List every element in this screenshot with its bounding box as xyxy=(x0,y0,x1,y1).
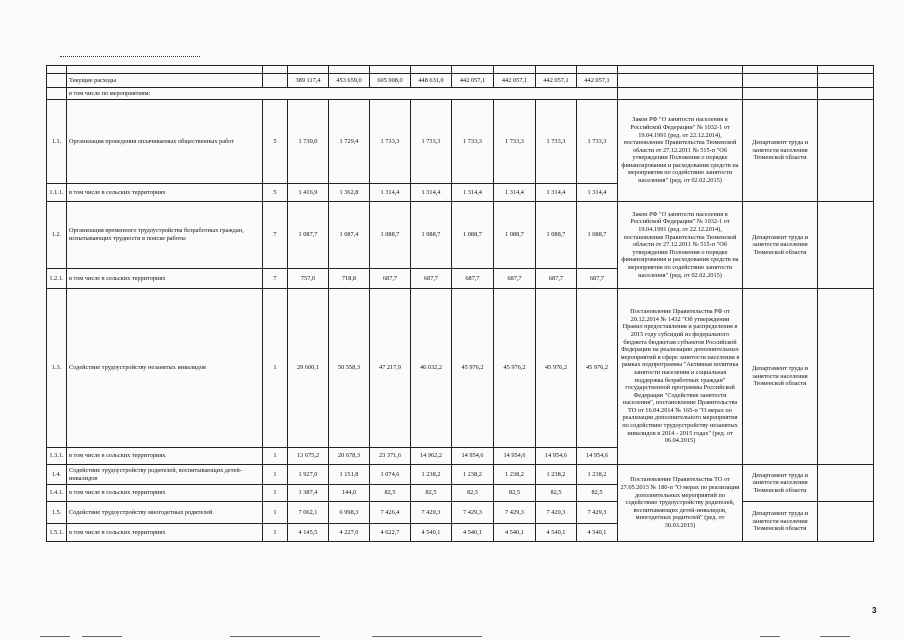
value-cell: 14 954,6 xyxy=(494,448,536,465)
responsible-department: Департамент труда и занятости населения Тюменской области xyxy=(743,202,818,289)
row-number: 1.3.1. xyxy=(47,448,67,465)
value-cell: 1 238,2 xyxy=(452,465,494,485)
empty-cell xyxy=(818,289,874,465)
row-number: 1.4.1. xyxy=(47,485,67,502)
value-cell: 14 954,6 xyxy=(536,448,577,465)
value-cell: 4 227,0 xyxy=(329,524,370,542)
indicator-code: 5 xyxy=(263,184,288,202)
budget-table xyxy=(46,65,874,542)
value-cell: 4 540,1 xyxy=(577,524,618,542)
value-cell: 718,8 xyxy=(329,269,370,289)
value-cell: 1 087,7 xyxy=(288,202,329,269)
row-number: 1.1.1. xyxy=(47,184,67,202)
value-cell: 14 954,6 xyxy=(577,448,618,465)
value-cell: 687,7 xyxy=(577,269,618,289)
value-cell: 389 117,4 xyxy=(288,74,329,88)
value-cell: 1 088,7 xyxy=(494,202,536,269)
value-cell: 1 362,8 xyxy=(329,184,370,202)
indicator-code: 1 xyxy=(263,485,288,502)
legal-basis: Закон РФ "О занятости населения в Российской Федерации" № 1032-1 от 19.04.1991 (ред. от 22.12.2014), постановление Правительства Тюменской области от 27.12.2011 № 515-п "Об утверждении Положения о порядке финансирования и расходования средств на мероприятия по содействию занятости населения" (ред. от 02.02.2015) xyxy=(618,202,743,289)
value-cell: 687,7 xyxy=(411,269,452,289)
row-number: 1.3. xyxy=(47,289,67,448)
row-name: в том числе по мероприятиям: xyxy=(67,88,618,100)
row-name: Организация проведения оплачиваемых общественных работ xyxy=(67,100,263,184)
table-row xyxy=(47,289,874,448)
responsible-department: Департамент труда и занятости населения Тюменской области xyxy=(743,100,818,202)
empty-cell xyxy=(818,74,874,88)
value-cell: 45 976,2 xyxy=(494,289,536,448)
value-cell: 82,5 xyxy=(577,485,618,502)
value-cell: 7 429,3 xyxy=(494,502,536,524)
row-number xyxy=(47,88,67,100)
value-cell: 45 976,2 xyxy=(452,289,494,448)
value-cell: 687,7 xyxy=(452,269,494,289)
row-number: 1.1. xyxy=(47,100,67,184)
empty-cell xyxy=(743,74,818,88)
value-cell: 4 145,5 xyxy=(288,524,329,542)
value-cell: 1 088,7 xyxy=(452,202,494,269)
value-cell: 1 387,4 xyxy=(288,485,329,502)
value-cell: 7 429,3 xyxy=(452,502,494,524)
value-cell: 82,5 xyxy=(411,485,452,502)
value-cell: 14 954,6 xyxy=(452,448,494,465)
value-cell: 442 057,1 xyxy=(452,74,494,88)
row-name: в том числе в сельских территориях xyxy=(67,524,263,542)
value-cell: 442 057,1 xyxy=(577,74,618,88)
value-cell: 1 314,4 xyxy=(370,184,411,202)
legal-basis: Постановление Правительства ТО от 27.05.2013 № 180-п "О мерах по реализации дополнительных мероприятий по содействию трудоустройству родителей, воспитывающих детей-инвалидов, многодетных родителей" (ред. от 30.03.2015) xyxy=(618,465,743,542)
value-cell: 4 622,7 xyxy=(370,524,411,542)
value-cell: 29 600,1 xyxy=(288,289,329,448)
value-cell: 13 675,2 xyxy=(288,448,329,465)
indicator-code xyxy=(263,74,288,88)
value-cell: 1 238,2 xyxy=(536,465,577,485)
value-cell: 1 088,7 xyxy=(370,202,411,269)
row-name: Содействие трудоустройству родителей, воспитывающих детей-инвалидов xyxy=(67,465,263,485)
scan-edge-marks xyxy=(0,634,905,640)
row-number xyxy=(47,74,67,88)
dotted-rule xyxy=(60,56,200,57)
value-cell: 1 088,7 xyxy=(536,202,577,269)
value-cell: 1 074,6 xyxy=(370,465,411,485)
value-cell: 687,7 xyxy=(494,269,536,289)
value-cell: 442 057,1 xyxy=(494,74,536,88)
empty-cell xyxy=(618,74,743,88)
value-cell: 4 540,1 xyxy=(494,524,536,542)
value-cell: 448 631,0 xyxy=(411,74,452,88)
row-name: в том числе в сельских территориях xyxy=(67,184,263,202)
responsible-department: Департамент труда и занятости населения Тюменской области xyxy=(743,502,818,542)
value-cell: 7 429,3 xyxy=(536,502,577,524)
value-cell: 7 062,1 xyxy=(288,502,329,524)
indicator-code: 5 xyxy=(263,100,288,184)
value-cell: 1 416,9 xyxy=(288,184,329,202)
value-cell: 442 057,1 xyxy=(536,74,577,88)
value-cell: 1 238,2 xyxy=(577,465,618,485)
value-cell: 23 371,6 xyxy=(370,448,411,465)
row-number: 1.2.1. xyxy=(47,269,67,289)
row-number: 1.2. xyxy=(47,202,67,269)
value-cell: 605 908,0 xyxy=(370,74,411,88)
page-number: 3 xyxy=(872,606,877,615)
value-cell: 1 238,2 xyxy=(411,465,452,485)
value-cell: 82,5 xyxy=(452,485,494,502)
responsible-department: Департамент труда и занятости населения Тюменской области xyxy=(743,465,818,502)
value-cell: 1 729,4 xyxy=(329,100,370,184)
row-name: в том числе в сельских территориях xyxy=(67,448,263,465)
row-name: Организация временного трудоустройства безработных граждан, испытывающих трудности в поиске работы xyxy=(67,202,263,269)
empty-cell xyxy=(818,88,874,100)
value-cell: 687,7 xyxy=(370,269,411,289)
value-cell: 1 733,3 xyxy=(536,100,577,184)
table-row xyxy=(47,465,874,485)
table-row xyxy=(47,88,874,100)
legal-basis: Постановление Правительства РФ от 20.12.2014 № 1432 "Об утверждении Правил предоставления и распределения в 2015 году субсидий из федерального бюджета бюджетам субъектов Российской Федерации на реализацию дополнительных мероприятий в сфере занятости населения в рамках подпрограммы "Активная политика занятости населения и социальная поддержка безработных граждан" государственной программы Российской Федерации "Содействие занятости населения", постановление Правительства ТО от 16.04.2014 № 165-п "О мерах по реализации дополнительного мероприятия по содействию трудоустройству незанятых инвалидов в 2014 - 2015 годах" (ред. от 06.04.2015) xyxy=(618,289,743,465)
value-cell: 1 314,4 xyxy=(494,184,536,202)
value-cell: 7 429,3 xyxy=(411,502,452,524)
value-cell: 1 314,4 xyxy=(577,184,618,202)
indicator-code: 1 xyxy=(263,502,288,524)
legal-basis: Закон РФ "О занятости населения в Российской Федерации" № 1032-1 от 19.04.1991 (ред. от 22.12.2014), постановление Правительства Тюменской области от 27.12.2011 № 515-п "Об утверждении Положения о порядке финансирования и расходования средств на мероприятия по содействию занятости населения" (ред. от 02.02.2015) xyxy=(618,100,743,202)
value-cell: 1 314,4 xyxy=(411,184,452,202)
value-cell: 1 733,3 xyxy=(452,100,494,184)
value-cell: 14 962,2 xyxy=(411,448,452,465)
value-cell: 1 730,0 xyxy=(288,100,329,184)
indicator-code: 1 xyxy=(263,524,288,542)
value-cell: 7 426,4 xyxy=(370,502,411,524)
value-cell: 82,5 xyxy=(370,485,411,502)
responsible-department: Департамент труда и занятости населения Тюменской области xyxy=(743,289,818,465)
value-cell: 1 088,7 xyxy=(577,202,618,269)
value-cell: 4 540,1 xyxy=(452,524,494,542)
empty-cell xyxy=(818,100,874,202)
value-cell: 45 976,2 xyxy=(577,289,618,448)
value-cell: 20 678,3 xyxy=(329,448,370,465)
indicator-code: 7 xyxy=(263,202,288,269)
row-number: 1.5.1. xyxy=(47,524,67,542)
table-row xyxy=(47,74,874,88)
value-cell: 1 314,4 xyxy=(536,184,577,202)
indicator-code: 1 xyxy=(263,289,288,448)
value-cell: 1 151,8 xyxy=(329,465,370,485)
value-cell: 50 558,3 xyxy=(329,289,370,448)
value-cell: 1 087,4 xyxy=(329,202,370,269)
row-number: 1.4. xyxy=(47,465,67,485)
value-cell: 4 540,1 xyxy=(411,524,452,542)
value-cell: 1 733,3 xyxy=(370,100,411,184)
row-name: Содействие трудоустройству многодетных родителей xyxy=(67,502,263,524)
empty-cell xyxy=(618,88,743,100)
table-row xyxy=(47,202,874,269)
value-cell: 46 032,2 xyxy=(411,289,452,448)
value-cell: 687,7 xyxy=(536,269,577,289)
value-cell: 45 976,2 xyxy=(536,289,577,448)
value-cell: 4 540,1 xyxy=(536,524,577,542)
indicator-code: 1 xyxy=(263,448,288,465)
value-cell: 6 998,3 xyxy=(329,502,370,524)
value-cell: 453 659,0 xyxy=(329,74,370,88)
value-cell: 144,0 xyxy=(329,485,370,502)
row-name: в том числе в сельских территориях xyxy=(67,269,263,289)
value-cell: 757,0 xyxy=(288,269,329,289)
value-cell: 1 927,0 xyxy=(288,465,329,485)
value-cell: 7 429,3 xyxy=(577,502,618,524)
empty-cell xyxy=(818,465,874,502)
value-cell: 1 238,2 xyxy=(494,465,536,485)
value-cell: 1 314,4 xyxy=(452,184,494,202)
value-cell: 1 733,3 xyxy=(411,100,452,184)
row-number: 1.5. xyxy=(47,502,67,524)
value-cell: 82,5 xyxy=(536,485,577,502)
indicator-code: 1 xyxy=(263,465,288,485)
value-cell: 82,5 xyxy=(494,485,536,502)
value-cell: 1 088,7 xyxy=(411,202,452,269)
indicator-code: 7 xyxy=(263,269,288,289)
empty-cell xyxy=(818,502,874,542)
value-cell: 1 733,3 xyxy=(494,100,536,184)
value-cell: 1 733,3 xyxy=(577,100,618,184)
empty-cell xyxy=(743,88,818,100)
row-name: Содействие трудоустройству незанятых инвалидов xyxy=(67,289,263,448)
empty-cell xyxy=(818,202,874,289)
row-name: в том числе в сельских территориях xyxy=(67,485,263,502)
value-cell: 47 217,9 xyxy=(370,289,411,448)
table-row xyxy=(47,66,874,74)
table-row xyxy=(47,100,874,184)
table-row xyxy=(47,502,874,524)
row-name: Текущие расходы xyxy=(67,74,263,88)
